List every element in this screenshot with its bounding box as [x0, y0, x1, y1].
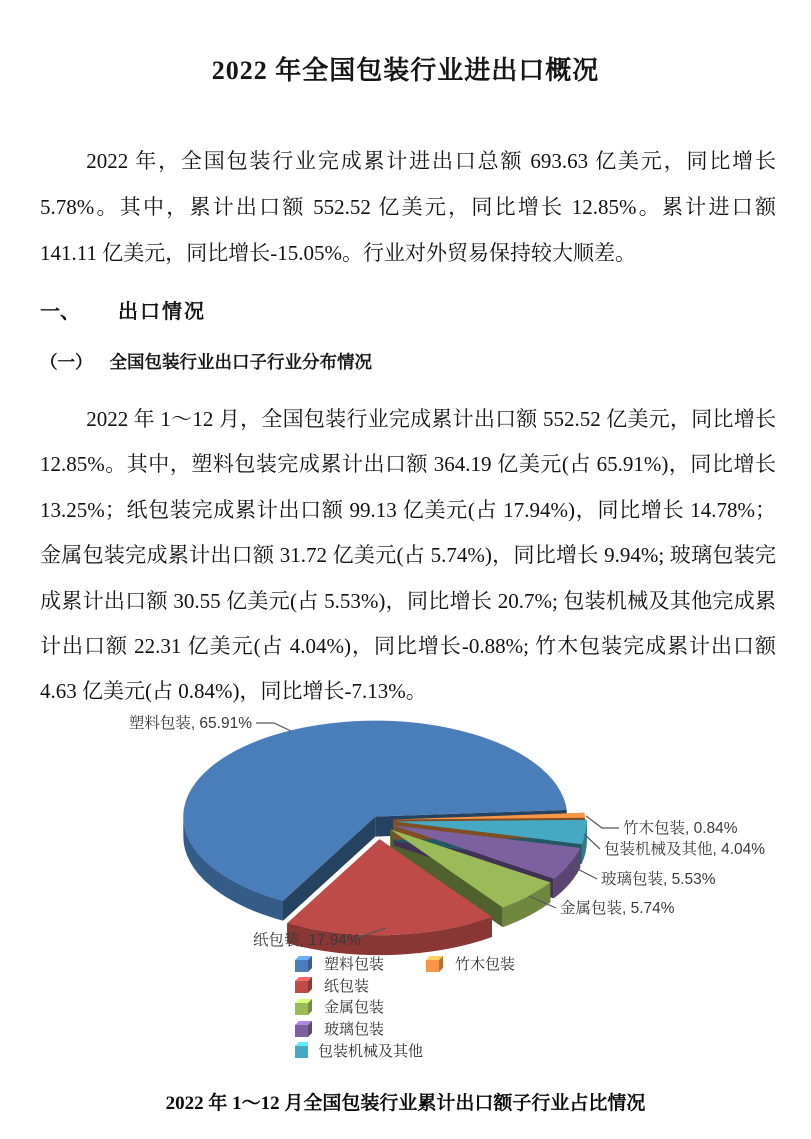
chart-caption: 2022 年 1～12 月全国包装行业累计出口额子行业占比情况: [165, 1093, 646, 1114]
legend-color-cube-icon: [292, 954, 314, 974]
legend-item: [292, 1018, 423, 1040]
chart-legend: [292, 953, 515, 1061]
slice-data-label: 竹木包装, 0.84%: [623, 820, 738, 837]
slice-data-label: 包装机械及其他, 4.04%: [604, 841, 766, 858]
legend-color-cube-icon: [292, 975, 314, 995]
subsection-heading: [40, 349, 372, 374]
section-title: 出口情况: [118, 301, 206, 323]
legend-item-label: 金属包装: [324, 999, 385, 1017]
legend-item: [292, 975, 423, 997]
legend-color-cube-icon: [292, 997, 314, 1017]
subsection-title: 全国包装行业出口子行业分布情况: [109, 352, 372, 372]
slice-data-label: 纸包装, 17.94%: [253, 932, 361, 949]
slice-data-label: 玻璃包装, 5.53%: [601, 871, 716, 888]
legend-column: [423, 953, 515, 1061]
section-heading: [40, 295, 206, 324]
legend-color-cube-icon: [292, 1019, 314, 1039]
legend-item: [292, 953, 423, 975]
legend-item: [292, 996, 423, 1018]
legend-item-label: 包装机械及其他: [317, 1042, 423, 1060]
legend-item: [423, 953, 515, 975]
legend-item-label: 竹木包装: [455, 956, 516, 974]
legend-column: [292, 953, 423, 1061]
page-title: 2022 年全国包装行业进出口概况: [211, 56, 600, 85]
pie-chart: [120, 698, 810, 956]
legend-color-cube-icon: [423, 954, 445, 974]
intro-paragraph: 2022 年，全国包装行业完成累计进出口总额 693.63 亿美元，同比增长 5.78%。其中，累计出口额 552.52 亿美元，同比增长 12.85%。累计进口额 141.11 亿美元，同比增长-15.05%。行业对外贸易保持较大顺差。: [40, 149, 776, 265]
slice-data-label: 金属包装, 5.74%: [560, 900, 675, 917]
label-leader-line: [586, 816, 619, 828]
legend-item: [292, 1039, 423, 1061]
slice-data-label: 塑料包装, 65.91%: [128, 715, 252, 732]
legend-item-label: 纸包装: [324, 977, 370, 995]
subsection-number: （一）: [40, 352, 93, 372]
label-leader-line: [256, 723, 291, 731]
legend-item-label: 塑料包装: [324, 956, 385, 974]
legend-color-cube-icon: [292, 1040, 308, 1060]
export-detail-paragraph: 2022 年 1～12 月，全国包装行业完成累计出口额 552.52 亿美元，同比增长 12.85%。其中，塑料包装完成累计出口额 364.19 亿美元(占 65.91%)，同比增长 13.25%；纸包装完成累计出口额 99.13 亿美元(占 17.94%)，同比增长 14.78%；金属包装完成累计出口额 31.72 亿美元(占 5.74%)，同比增长 9.94%; 玻璃包装完成累计出口额 30.55 亿美元(占 5.53%)，同比增长 20.7%; 包装机械及其他完成累计出口额 22.31 亿美元(占 4.04%)，同比增长-0.88%; 竹木包装完成累计出口额 4.63 亿美元(占 0.84%)，同比增长-7.13%。: [40, 407, 776, 704]
section-number: 一、: [40, 301, 80, 323]
legend-item-label: 玻璃包装: [324, 1021, 385, 1039]
